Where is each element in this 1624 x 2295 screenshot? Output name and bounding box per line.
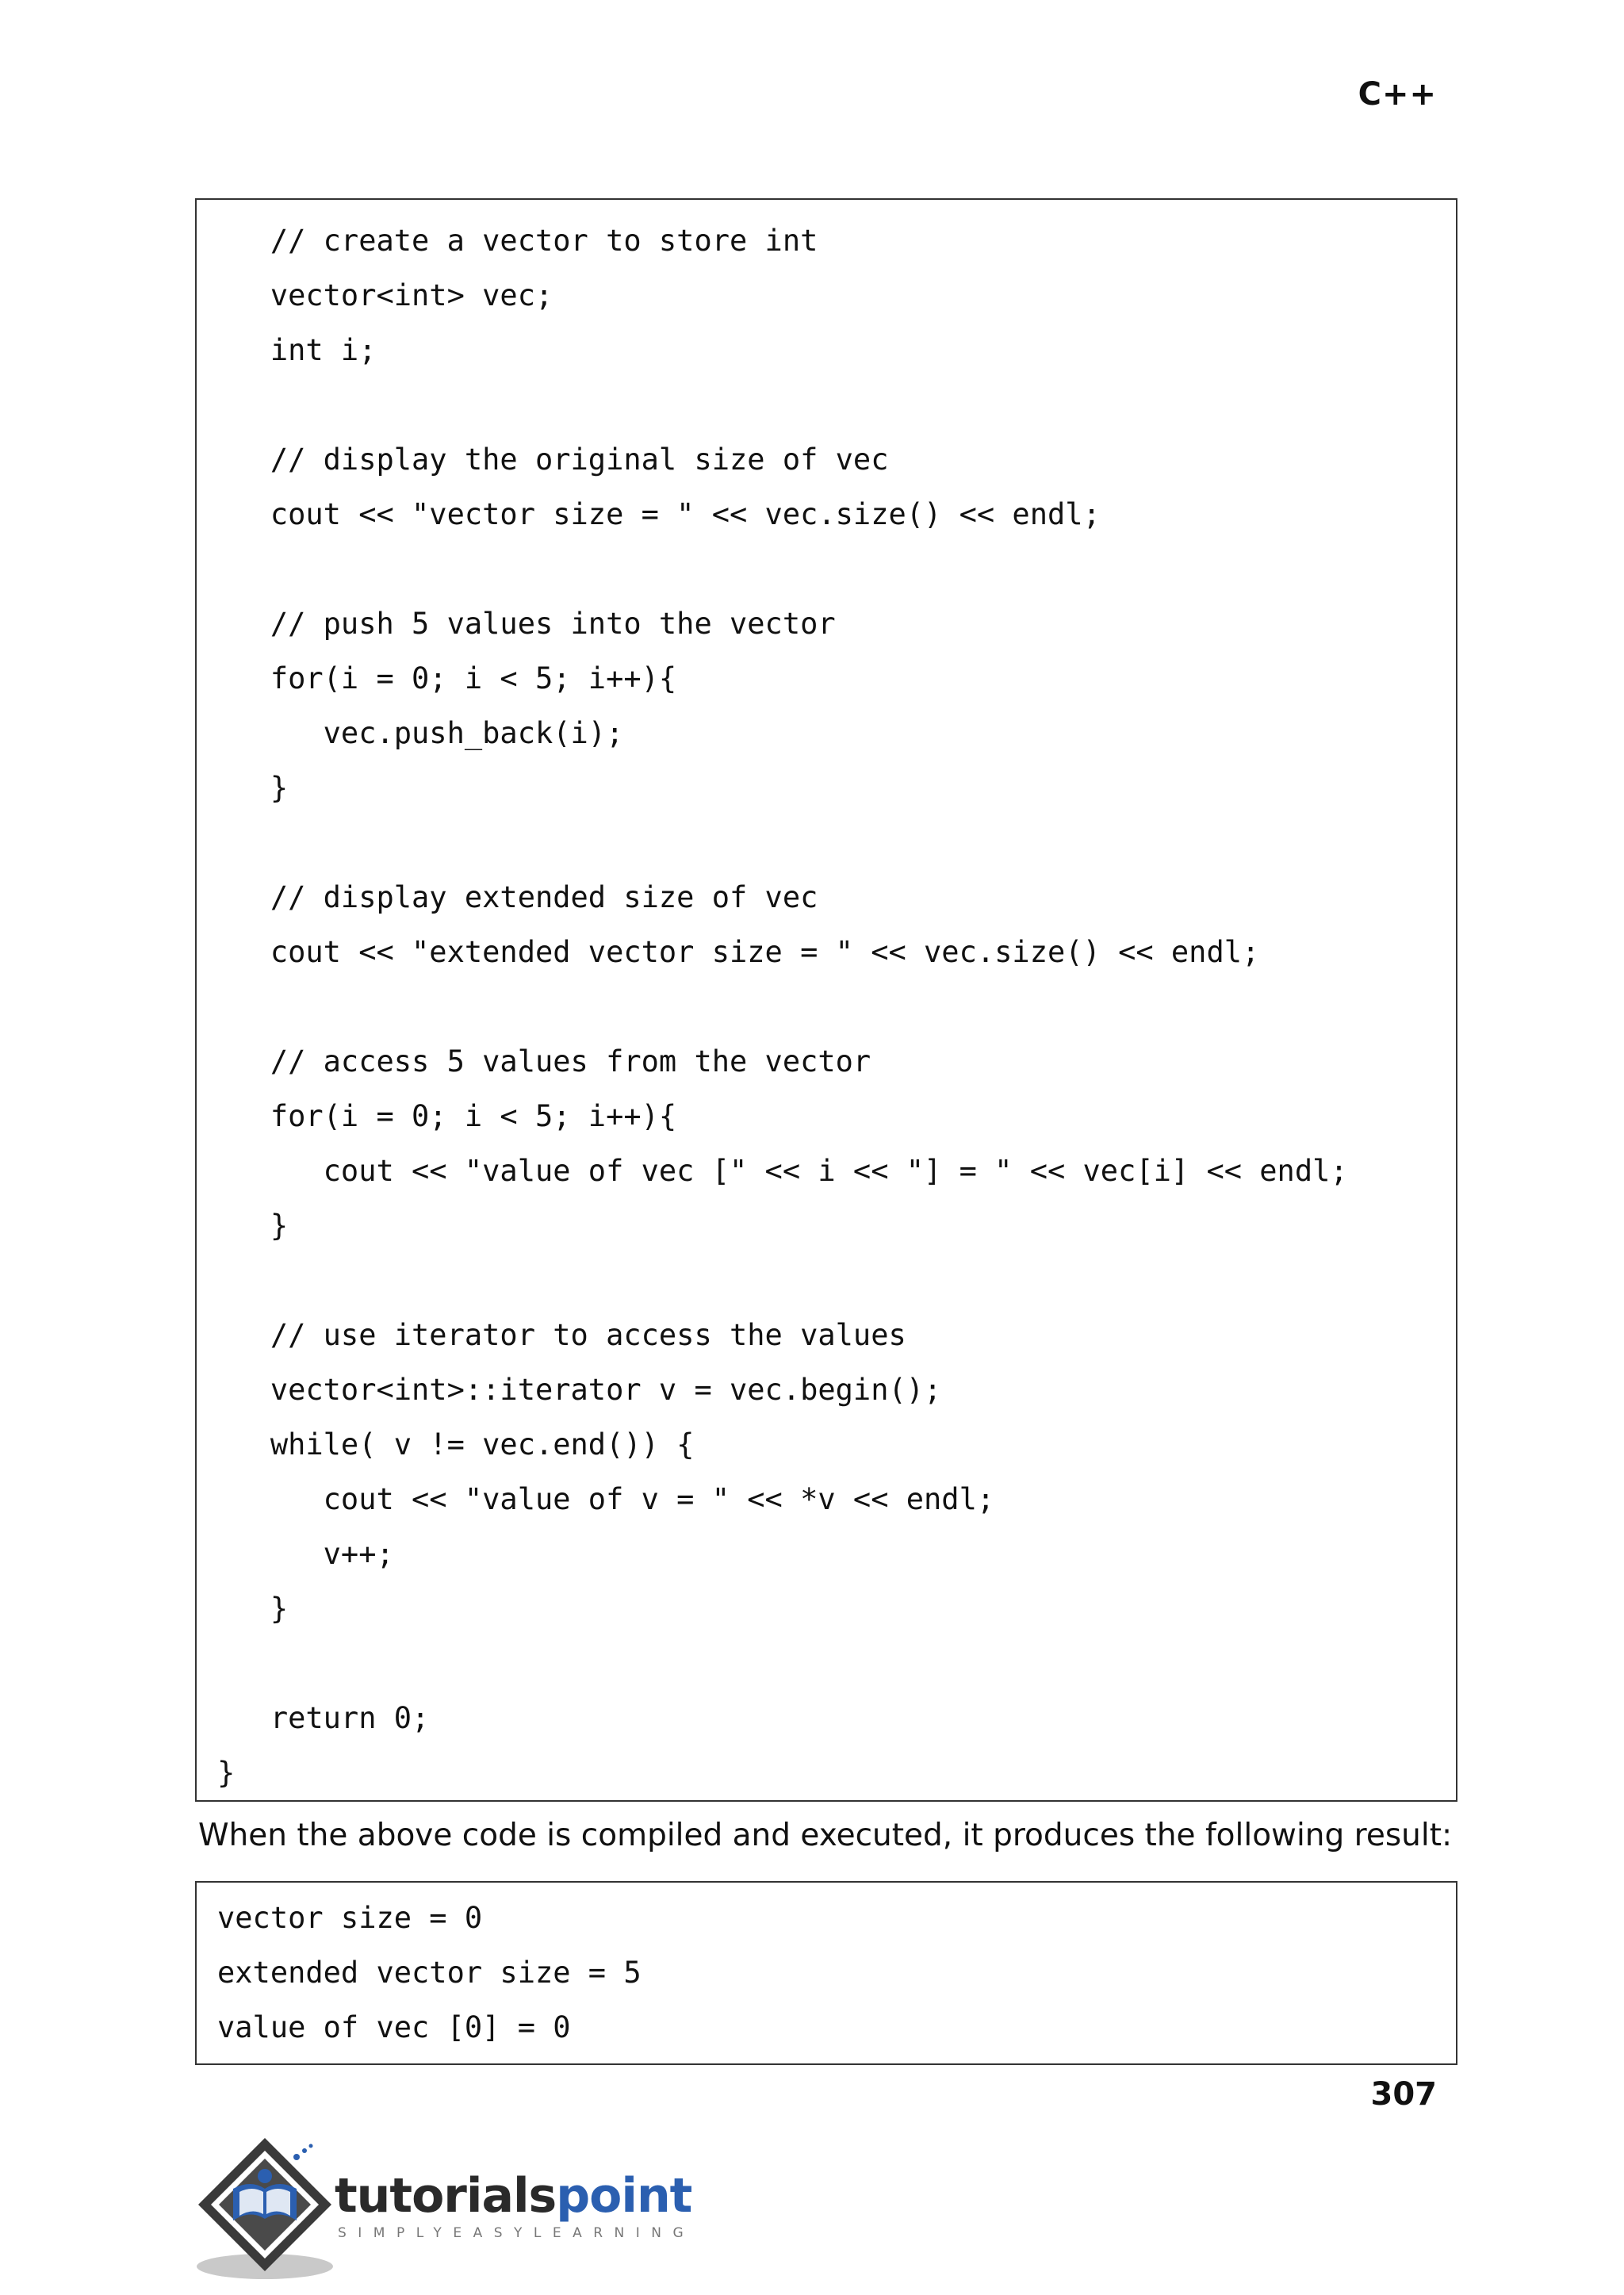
output-block [195,1881,1457,2065]
logo-wordmark [335,2168,691,2224]
code-line: vec.push_back(i); [217,716,624,750]
code-line [217,1636,1456,1691]
code-line: cout << "extended vector size = " << vec.size() << endl; [217,935,1260,969]
code-line: } [217,1756,236,1790]
code-line: while( v != vec.end()) { [217,1427,695,1462]
code-line: // use iterator to access the values [217,1318,906,1352]
page-header-title: C++ [1358,76,1437,113]
logo-emblem-icon [195,2133,338,2284]
code-line: // display the original size of vec [217,443,889,477]
code-line: // create a vector to store int [217,224,818,258]
code-line: int i; [217,333,377,367]
logo-word-point: point [556,2168,692,2224]
code-line [217,542,1456,596]
code-line: // access 5 values from the vector [217,1044,871,1079]
page-number: 307 [1370,2076,1437,2113]
code-line: } [217,1592,289,1626]
code-line: return 0; [217,1701,430,1735]
code-line: } [217,1209,289,1243]
code-line [217,979,1456,1034]
code-line: vector<int>::iterator v = vec.begin(); [217,1373,942,1407]
code-line: cout << "value of v = " << *v << endl; [217,1482,995,1516]
code-line [217,377,1456,432]
code-line: v++; [217,1537,394,1571]
code-block [195,198,1457,1802]
code-line: vector size = 0 [217,1901,483,1935]
code-line: cout << "value of vec [" << i << "] = " << vec[i] << endl; [217,1154,1348,1188]
code-line: for(i = 0; i < 5; i++){ [217,1099,677,1133]
logo-word-tutorials: tutorials [335,2168,557,2224]
code-line: } [217,771,289,805]
code-line: cout << "vector size = " << vec.size() << endl; [217,497,1101,531]
code-line: // push 5 values into the vector [217,607,836,641]
code-line: // display extended size of vec [217,880,818,914]
code-line [217,1253,1456,1308]
code-line: for(i = 0; i < 5; i++){ [217,661,677,695]
tutorialspoint-logo [195,2133,703,2284]
code-line: vector<int> vec; [217,278,553,312]
code-line [217,815,1456,870]
logo-tagline: SIMPLYEASYLEARNING [338,2225,695,2241]
code-line: extended vector size = 5 [217,1956,642,1990]
code-line: value of vec [0] = 0 [217,2010,571,2044]
result-description: When the above code is compiled and executed, it produces the following result: [198,1818,1453,1853]
